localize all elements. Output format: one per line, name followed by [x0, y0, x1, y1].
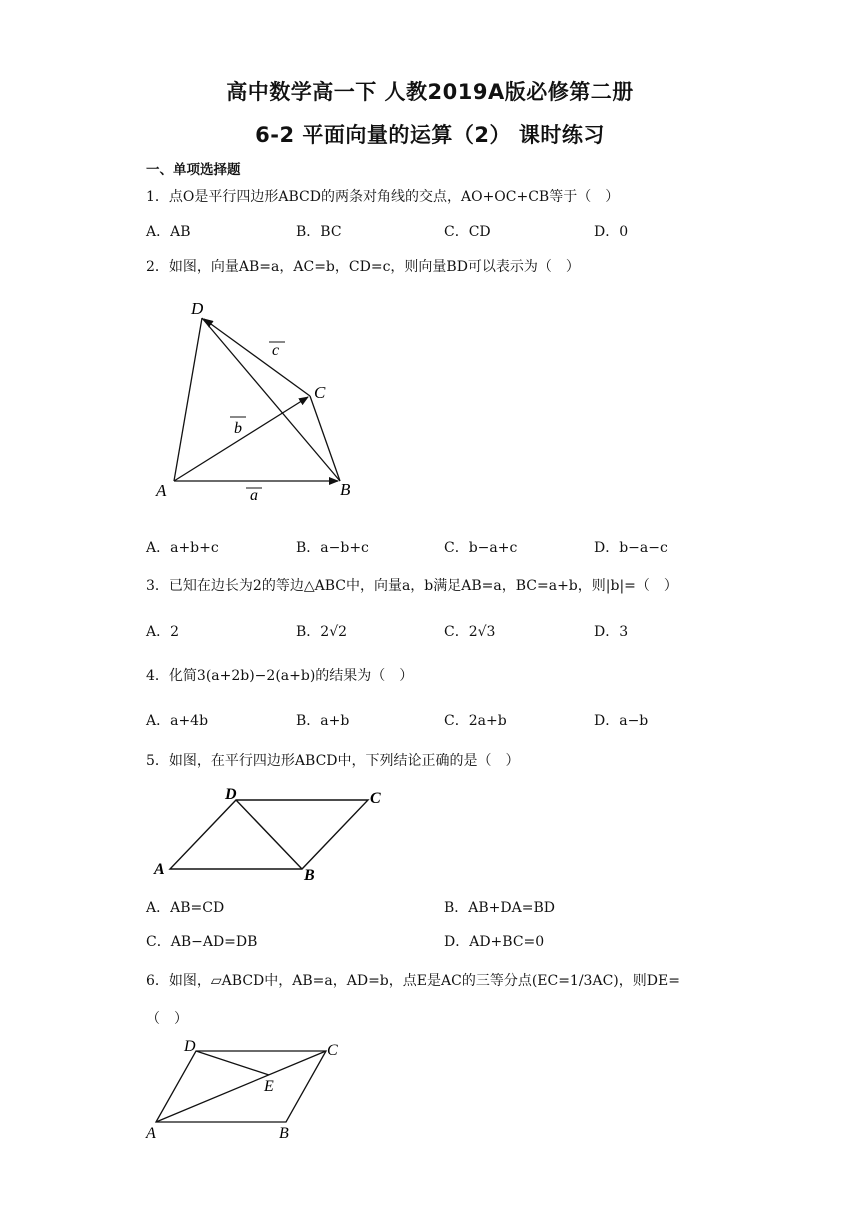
figure-q5-parallelogram	[146, 782, 396, 886]
q4-option-a: A．a+4b	[146, 713, 209, 729]
question-3-stem: 3．已知在边长为2的等边△ABC中，向量a，b满足AB=a，BC=a+b，则|b|=（ ）	[146, 578, 678, 594]
q2-label-b: B	[340, 480, 351, 499]
q5-label-c: C	[370, 790, 381, 807]
question-6-stem: 6．如图，▱ABCD中，AB=a，AD=b，点E是AC的三等分点(EC=1/3AC)，则DE=	[146, 973, 680, 989]
q1-option-c: C．CD	[444, 224, 491, 240]
q2-option-a: A．a+b+c	[146, 540, 219, 556]
q3-option-a: A．2	[146, 624, 180, 640]
document-subtitle: 6-2 平面向量的运算（2） 课时练习	[255, 123, 605, 147]
question-6-stem-cont: （ ）	[146, 1011, 188, 1027]
figure-q2-quadrilateral	[150, 292, 370, 507]
vector-c-arrow	[204, 319, 310, 396]
q5-option-a: A．AB=CD	[146, 900, 225, 916]
question-1-stem	[146, 186, 619, 206]
q5-label-a: A	[154, 861, 165, 878]
diagonal-db	[236, 800, 302, 869]
q4-option-d: D．a−b	[594, 713, 649, 729]
segment-de	[196, 1051, 269, 1075]
q4-option-b: B．a+b	[296, 713, 350, 729]
vector-b-arrow	[174, 397, 308, 481]
q6-label-c: C	[327, 1042, 338, 1059]
q2-option-d: D．b−a−c	[594, 540, 668, 556]
q5-option-b: B．AB+DA=BD	[444, 900, 555, 916]
q6-label-a: A	[146, 1125, 156, 1142]
figure-q6-parallelogram	[140, 1034, 360, 1146]
q3-option-b: B．2√2	[296, 624, 348, 640]
q5-label-d: D	[225, 786, 237, 803]
segment-ad	[174, 318, 202, 481]
q3-option-d: D．3	[594, 624, 629, 640]
question-2-stem: 2．如图，向量AB=a，AC=b，CD=c，则向量BD可以表示为（ ）	[146, 259, 580, 275]
q5-option-c: C．AB−AD=DB	[146, 934, 258, 950]
q2-label-vec-a: a	[250, 487, 258, 504]
q2-label-d: D	[191, 299, 204, 318]
q2-label-vec-b: b	[234, 420, 242, 437]
q6-label-d: D	[184, 1038, 196, 1055]
q2-option-c: C．b−a+c	[444, 540, 518, 556]
diagonal-ac	[156, 1051, 326, 1122]
q2-label-vec-c: c	[272, 342, 280, 359]
q1-option-d: D．0	[594, 224, 629, 240]
q5-option-d: D．AD+BC=0	[444, 934, 545, 950]
segment-bc	[310, 396, 340, 481]
question-5-stem: 5．如图，在平行四边形ABCD中，下列结论正确的是（ ）	[146, 753, 520, 769]
q6-label-b: B	[279, 1125, 289, 1142]
q2-label-c: C	[314, 383, 326, 402]
q1-option-a: A．AB	[146, 224, 191, 240]
section-heading: 一、单项选择题	[146, 162, 241, 178]
document-title: 高中数学高一下 人教2019A版必修第二册	[226, 80, 634, 104]
q2-label-a: A	[156, 481, 167, 500]
q1-option-b: B．BC	[296, 224, 342, 240]
q3-option-c: C．2√3	[444, 624, 496, 640]
q1-stem-text: 1．点O是平行四边形ABCD的两条对角线的交点，AO+OC+CB等于（ ）	[146, 189, 620, 205]
q5-label-b: B	[304, 867, 315, 884]
question-4-stem: 4．化简3(a+2b)−2(a+b)的结果为（ ）	[146, 668, 414, 684]
q2-option-b: B．a−b+c	[296, 540, 369, 556]
q6-label-e: E	[264, 1078, 274, 1095]
q4-option-c: C．2a+b	[444, 713, 507, 729]
